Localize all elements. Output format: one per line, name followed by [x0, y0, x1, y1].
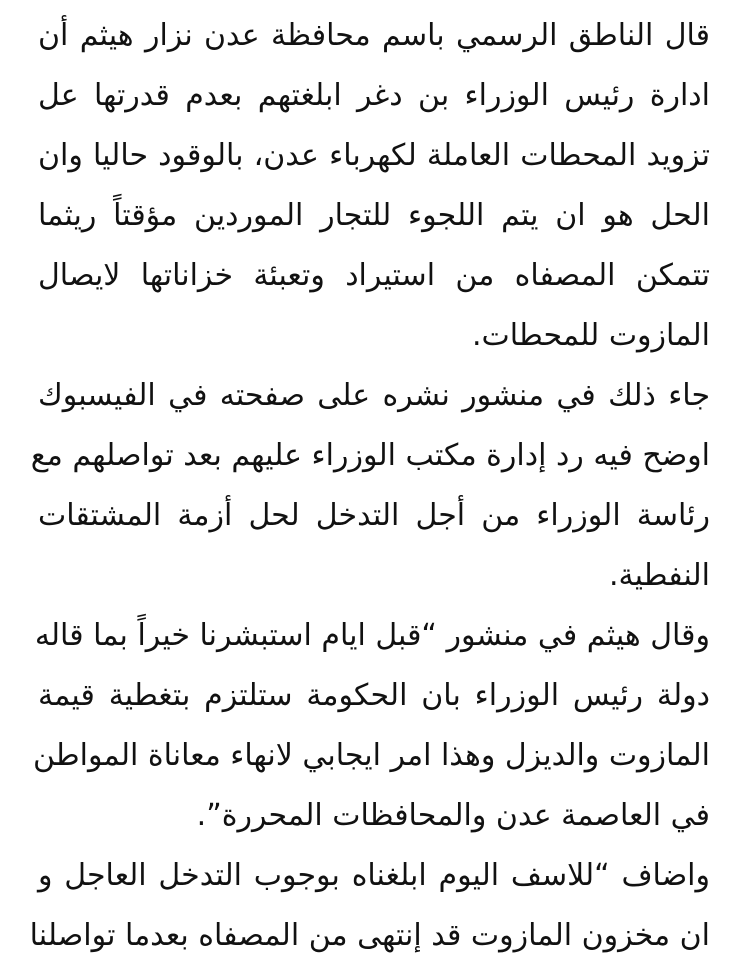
- text-line: في العاصمة عدن والمحافظات المحررة”.: [196, 798, 710, 833]
- text-line: رئاسة الوزراء من أجل التدخل لحل أزمة المشتقات: [38, 498, 710, 533]
- text-line: دولة رئيس الوزراء بان الحكومة ستلتزم بتغطية قيمة: [38, 678, 710, 713]
- paragraph: [30, 366, 710, 606]
- text-line: المازوت والديزل وهذا امر ايجابي لانهاء معاناة المواطن: [32, 738, 710, 773]
- text-line: اوضح فيه رد إدارة مكتب الوزراء عليهم بعد تواصلهم مع: [30, 438, 710, 473]
- text-line: ادارة رئيس الوزراء بن دغر ابلغتهم بعدم قدرتها عل: [38, 78, 710, 113]
- text-line: تزويد المحطات العاملة لكهرباء عدن، بالوقود حاليا وان: [38, 138, 710, 173]
- paragraph: [32, 606, 710, 846]
- text-line: النفطية.: [609, 558, 710, 593]
- text-line: واضاف “للاسف اليوم ابلغناه بوجوب التدخل العاجل و: [38, 858, 710, 893]
- text-line: تتمكن المصفاه من استيراد وتعبئة خزاناتها لايصال: [38, 258, 710, 293]
- paragraph: [38, 6, 710, 366]
- article-body: [29, 6, 710, 966]
- paragraph: [29, 846, 710, 966]
- text-line: قال الناطق الرسمي باسم محافظة عدن نزار هيثم أن: [38, 18, 710, 53]
- text-line: ان مخزون المازوت قد إنتهى من المصفاه بعدما تواصلنا: [29, 918, 710, 953]
- text-line: الحل هو ان يتم اللجوء للتجار الموردين مؤقتاً ريثما: [38, 198, 710, 233]
- text-line: جاء ذلك في منشور نشره على صفحته في الفيسبوك: [38, 378, 710, 413]
- text-line: وقال هيثم في منشور “قبل ايام استبشرنا خيراً بما قاله: [34, 618, 710, 653]
- text-line: المازوت للمحطات.: [471, 318, 710, 353]
